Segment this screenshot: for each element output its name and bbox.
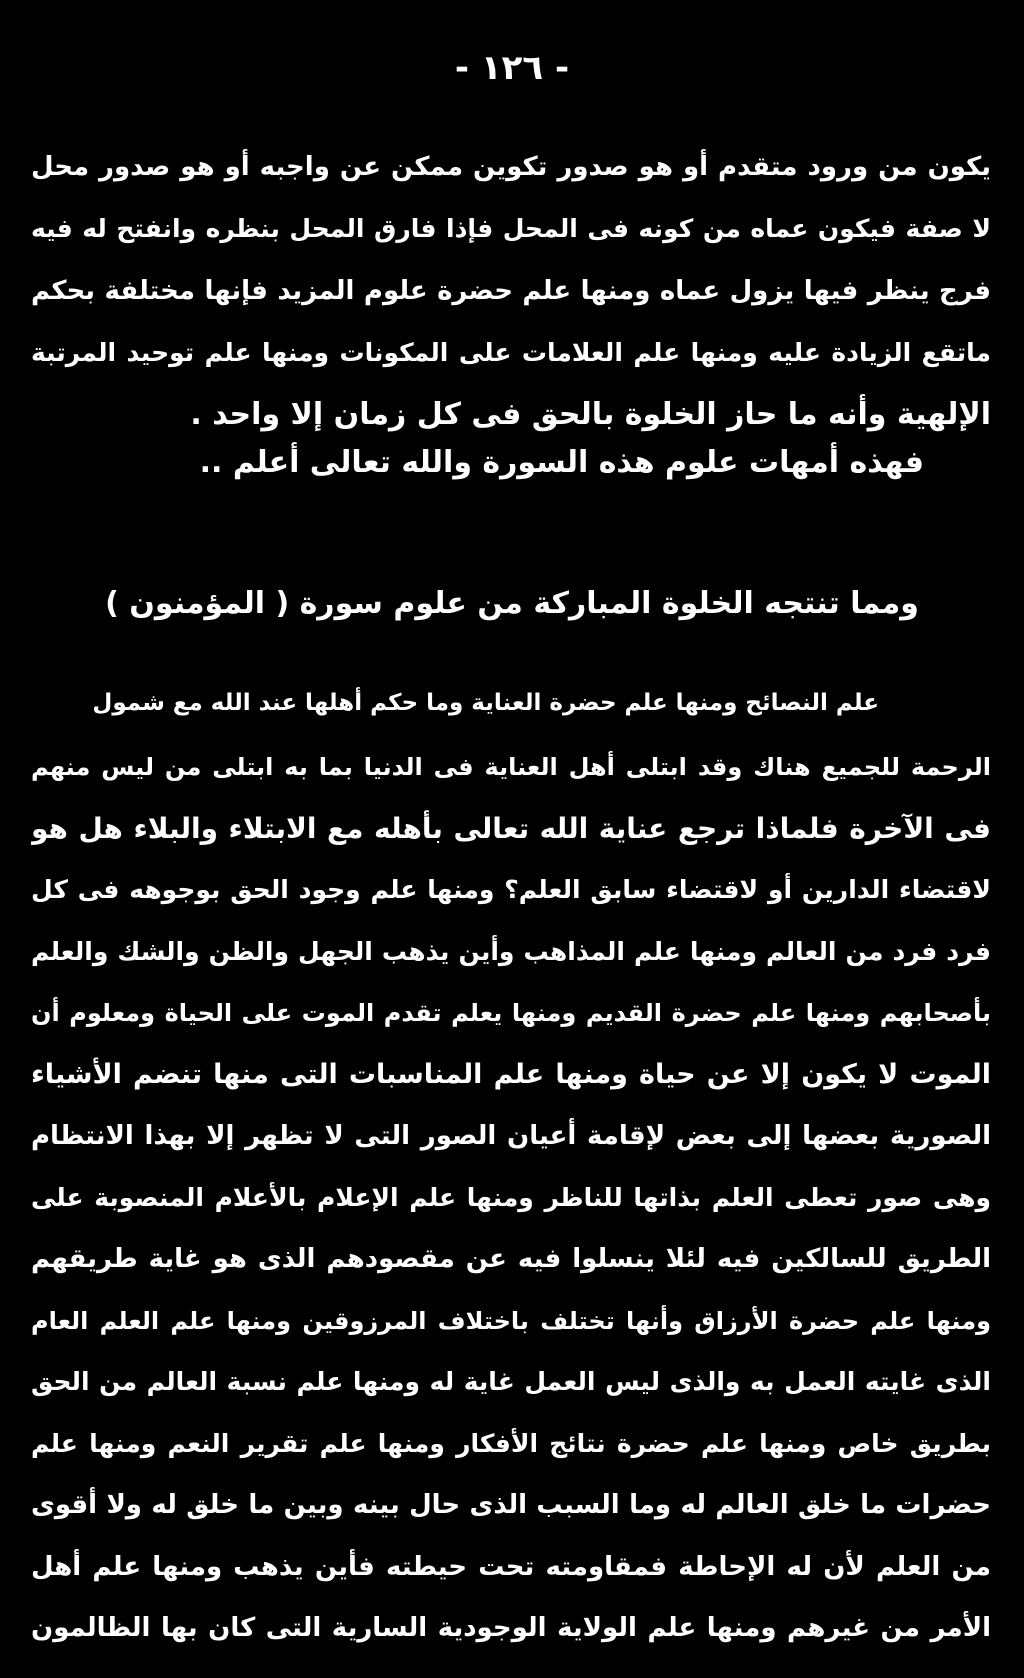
text-line: فرج ينظر فيها يزول عماه ومنها علم حضرة علوم المزيد فإنها مختلفة بحكم (31, 276, 991, 306)
text-line: الموت لا يكون إلا عن حياة ومنها علم المناسبات التى منها تنضم الأشياء (31, 1058, 991, 1090)
paragraph-2-first-line: علم النصائح ومنها علم حضرة العناية وما حكم أهلها عند الله مع شمول (92, 690, 879, 716)
paragraph-1 (31, 145, 991, 455)
closing-line: فهذه أمهات علوم هذه السورة والله تعالى أعلم .. (199, 445, 924, 480)
text-line: لاقتضاء الدارين أو لاقتضاء سابق العلم؟ ومنها علم وجود الحق بوجوهه فى كل (31, 875, 991, 904)
text-line: الصورية بعضها إلى بعض لإقامة أعيان الصور التى لا تظهر إلا بهذا الانتظام (31, 1121, 991, 1151)
text-line: لا صفة فيكون عماه من كونه فى المحل فإذا فارق المحل بنظره وانفتح له فيه (31, 214, 991, 243)
text-line: فرد فرد من العالم ومنها علم المذاهب وأين يذهب الجهل والظن والشك والعلم (31, 936, 991, 966)
page-number: - ١٢٦ - (454, 48, 570, 88)
text-line: الذى غايته العمل به والذى ليس العمل غاية له ومنها علم نسبة العالم من الحق (31, 1367, 991, 1396)
text-line: الرحمة للجميع هناك وقد ابتلى أهل العناية فى الدنيا بما به ابتلى من ليس منهم (31, 753, 991, 781)
text-line: الأمر من غيرهم ومنها علم الولاية الوجودية السارية التى كان بها الظالمون (31, 1613, 991, 1643)
text-line: وهى صور تعطى العلم بذاتها للناظر ومنها علم الإعلام بالأعلام المنصوبة على (31, 1182, 991, 1212)
text-line: بطريق خاص ومنها علم حضرة نتائج الأفكار ومنها علم تقرير النعم ومنها علم (31, 1428, 991, 1458)
text-line: الإلهية وأنه ما حاز الخلوة بالحق فى كل زمان إلا واحد . (190, 397, 991, 432)
text-line: بأصحابهم ومنها علم حضرة القديم ومنها يعلم تقدم الموت على الحياة ومعلوم أن (31, 999, 991, 1027)
section-heading: ومما تنتجه الخلوة المباركة من علوم سورة ( المؤمنون ) (105, 586, 919, 621)
text-line: ومنها علم حضرة الأرزاق وأنها تختلف باختلاف المرزوقين ومنها علم العلم العام (31, 1306, 991, 1335)
text-line: ماتقع الزيادة عليه ومنها علم العلامات على المكونات ومنها علم توحيد المرتبة (31, 338, 991, 367)
text-line: يكون من ورود متقدم أو هو صدور تكوين ممكن عن واجبه أو هو صدور محل (31, 152, 991, 182)
text-line: فى الآخرة فلماذا ترجع عناية الله تعالى بأهله مع الابتلاء والبلاء هل هو (31, 811, 991, 845)
text-line: الطريق للسالكين فيه لئلا ينسلوا فيه عن مقصودهم الذى هو غاية طريقهم (31, 1244, 991, 1274)
paragraph-2 (31, 745, 991, 1668)
text-line: من العلم لأن له الإحاطة فمقاومته تحت حيطته فأين يذهب ومنها علم أهل (31, 1551, 991, 1582)
text-line: حضرات ما خلق العالم له وما السبب الذى حال بينه وبين ما خلق له ولا أقوى (31, 1490, 991, 1520)
